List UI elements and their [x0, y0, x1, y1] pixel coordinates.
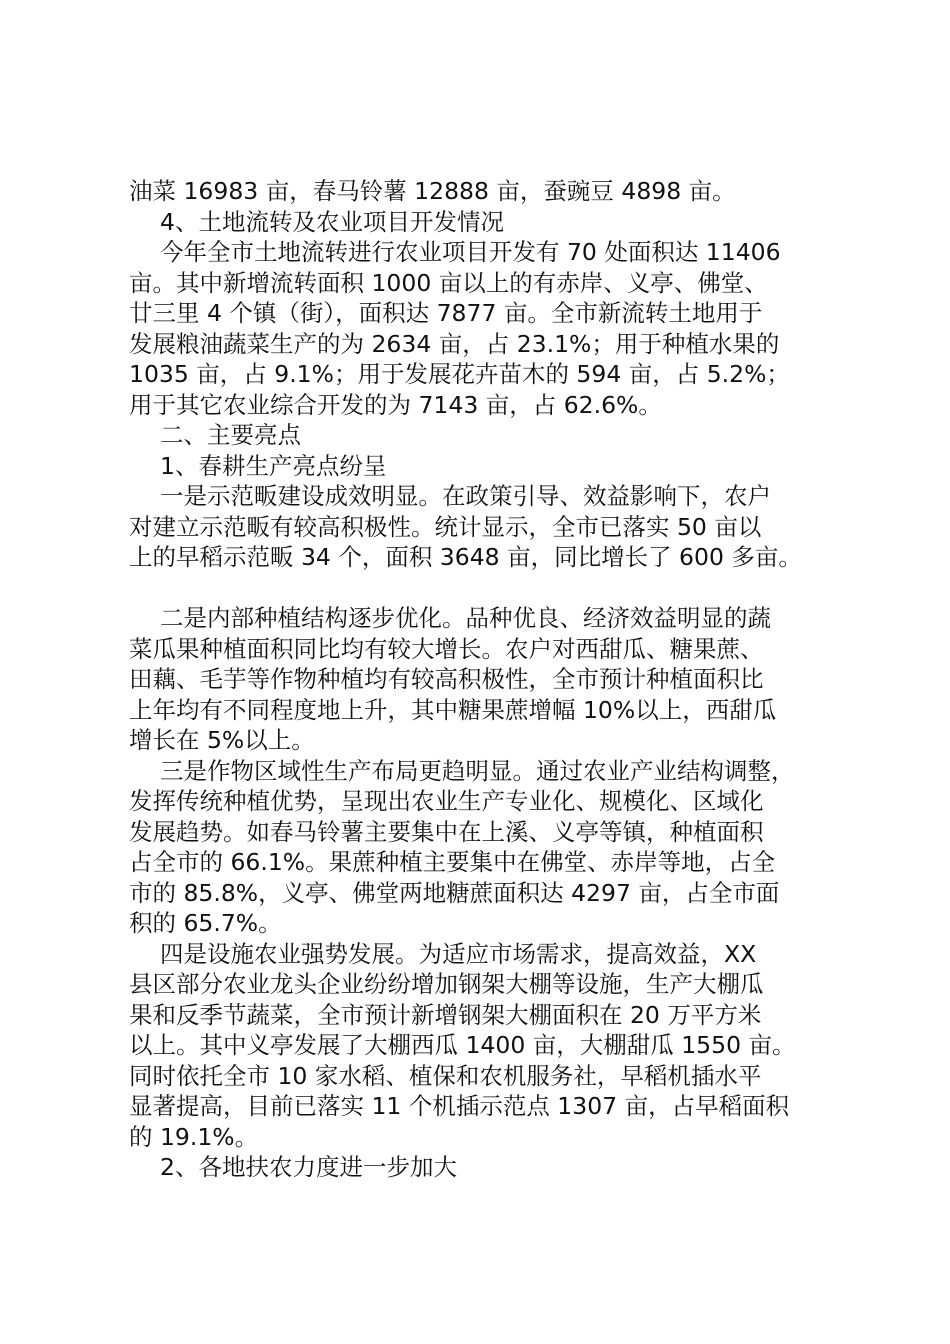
text-line: 一是示范畈建设成效明显。在政策引导、效益影响下，农户 [160, 482, 771, 510]
text-line: 果和反季节蔬菜，全市预计新增钢架大棚面积在 20 万平方米 [129, 1000, 762, 1029]
section-heading: 二、主要亮点 [160, 421, 301, 449]
text-line: 发展趋势。如春马铃薯主要集中在上溪、义亭等镇，种植面积 [129, 817, 764, 846]
text-line: 发挥传统种植优势，呈现出农业生产专业化、规模化、区域化 [129, 787, 764, 815]
text-line: 同时依托全市 10 家水稻、植保和农机服务社，早稻机插水平 [129, 1061, 762, 1090]
text-line: 用于其它农业综合开发的为 7143 亩，占 62.6%。 [129, 390, 662, 419]
text-line: 二是内部种植结构逐步优化。品种优良、经济效益明显的蔬 [160, 604, 771, 632]
text-line: 上的早稻示范畈 34 个，面积 3648 亩，同比增长了 600 多亩。 [129, 543, 802, 571]
text-line: 积的 65.7%。 [129, 909, 282, 937]
text-line: 以上。其中义亭发展了大棚西瓜 1400 亩，大棚甜瓜 1550 亩。 [129, 1031, 796, 1059]
text-line: 对建立示范畈有较高积极性。统计显示，全市已落实 50 亩以 [129, 512, 762, 541]
text-line: 上年均有不同程度地上升，其中糖果蔗增幅 10%以上，西甜瓜 [129, 695, 777, 724]
text-line: 廿三里 4 个镇（街），面积达 7877 亩。全市新流转土地用于 [129, 299, 763, 327]
text-line: 田藕、毛芋等作物种植均有较高积极性，全市预计种植面积比 [129, 665, 764, 693]
paragraph-gap [129, 573, 849, 604]
section-heading: 2、各地扶农力度进一步加大 [160, 1153, 457, 1181]
text-line: 的 19.1%。 [129, 1122, 259, 1151]
text-line: 今年全市土地流转进行农业项目开发有 70 处面积达 11406 [160, 238, 781, 266]
text-line: 增长在 5%以上。 [129, 726, 315, 754]
text-line: 三是作物区域性生产布局更趋明显。通过农业产业结构调整， [160, 756, 795, 785]
text-line: 发展粮油蔬菜生产的为 2634 亩，占 23.1%；用于种植水果的 [129, 329, 780, 358]
section-heading: 4、土地流转及农业项目开发情况 [160, 207, 504, 236]
text-line: 显著提高，目前已落实 11 个机插示范点 1307 亩，占早稻面积 [129, 1092, 790, 1120]
text-line: 亩。其中新增流转面积 1000 亩以上的有赤岸、义亭、佛堂、 [129, 268, 768, 297]
text-line: 菜瓜果种植面积同比均有较大增长。农户对西甜瓜、糖果蔗、 [129, 634, 764, 663]
text-line: 1035 亩，占 9.1%；用于发展花卉苗木的 594 亩，占 5.2%； [129, 360, 790, 388]
text-line: 占全市的 66.1%。果蔗种植主要集中在佛堂、赤岸等地，占全 [129, 848, 776, 876]
text-line: 油菜 16983 亩，春马铃薯 12888 亩，蚕豌豆 4898 亩。 [129, 177, 736, 205]
section-heading: 1、春耕生产亮点纷呈 [160, 451, 387, 480]
text-line: 县区部分农业龙头企业纷纷增加钢架大棚等设施，生产大棚瓜 [129, 970, 764, 998]
document-body [129, 176, 849, 1183]
text-line: 市的 85.8%，义亭、佛堂两地糖蔗面积达 4297 亩，占全市面 [129, 878, 780, 907]
text-line: 四是设施农业强势发展。为适应市场需求，提高效益，XX [160, 939, 757, 968]
